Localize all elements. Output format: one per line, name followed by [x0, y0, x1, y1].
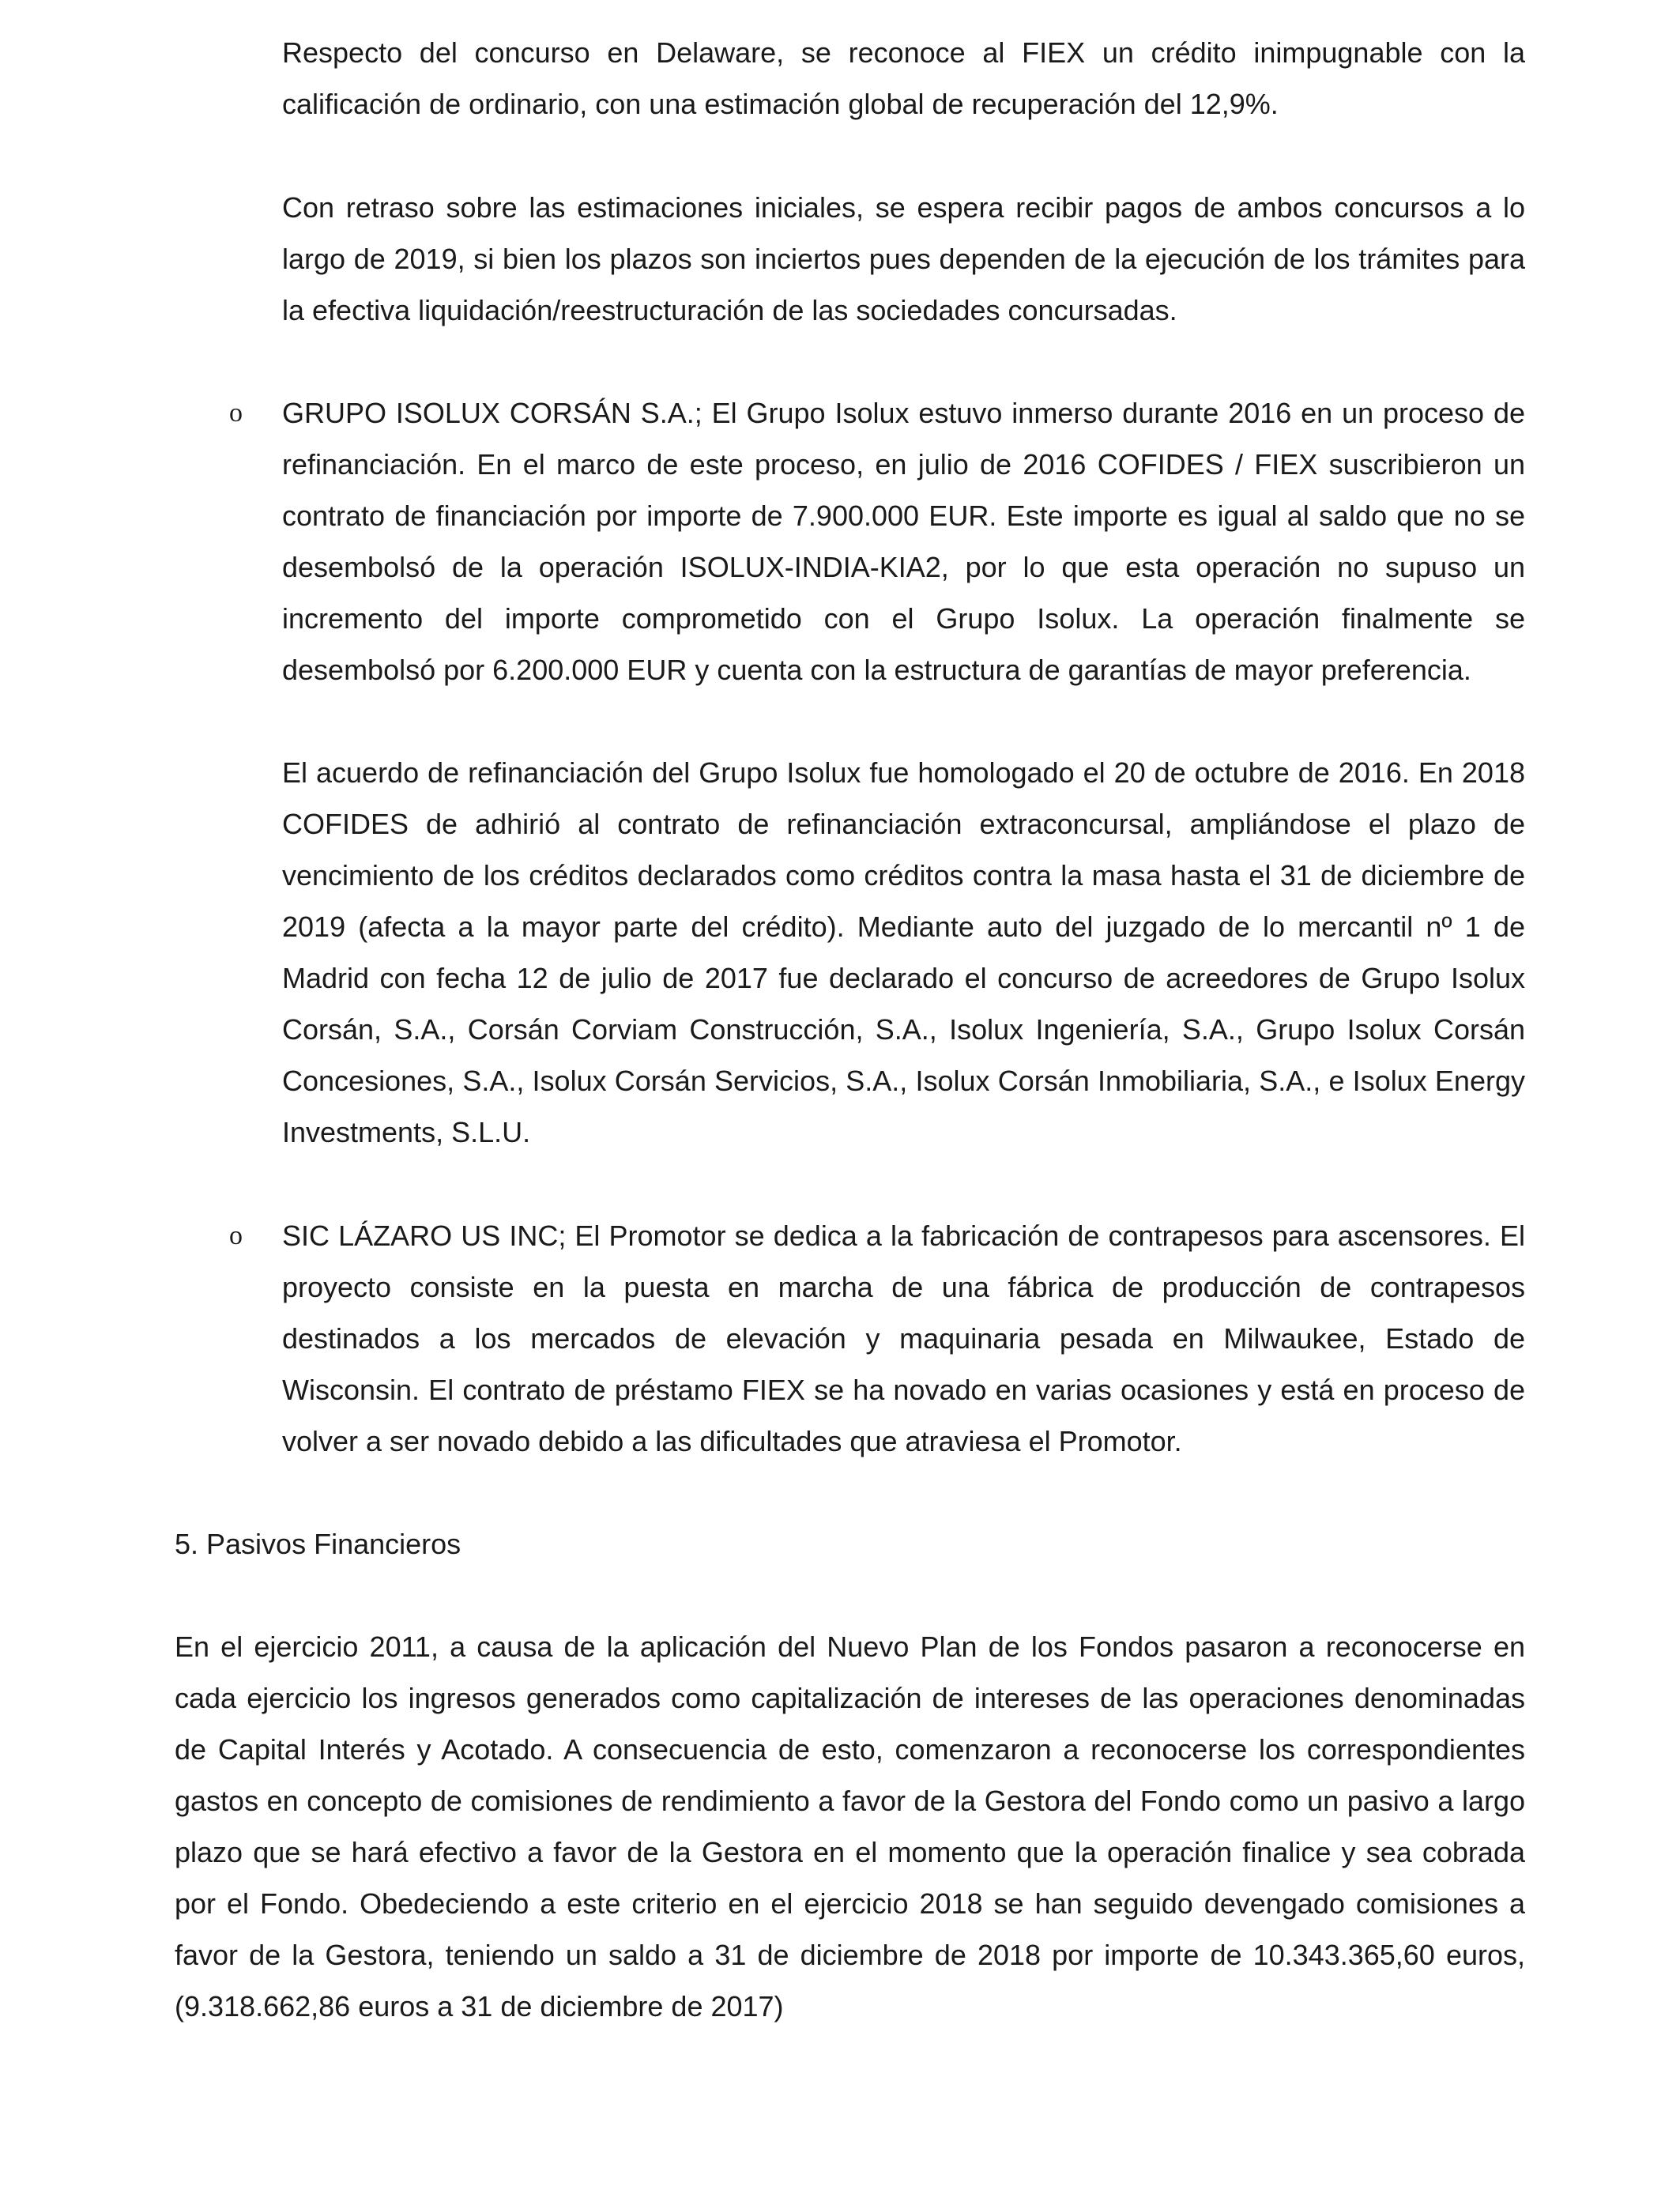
paragraph-payment-delay: Con retraso sobre las estimaciones iniciales, se espera recibir pagos de ambos concursos a lo largo de 2019, si bien los plazos son inciertos pues dependen de la ejecución de los trámites para la efectiva liquidación/reestructuración de las sociedades concursadas. [282, 191, 1525, 326]
section-heading-pasivos-financieros: 5. Pasivos Financieros [175, 1528, 461, 1560]
bullet-marker-lazaro: o [229, 1221, 243, 1250]
bullet-marker-isolux: o [229, 398, 243, 428]
paragraph-grupo-isolux: GRUPO ISOLUX CORSÁN S.A.; El Grupo Isolux estuvo inmerso durante 2016 en un proceso de refinanciación. En el marco de este proceso, en julio de 2016 COFIDES / FIEX suscribieron un contrato de financiación por importe de 7.900.000 EUR. Este importe es igual al saldo que no se desembolsó de la operación ISOLUX-INDIA-KIA2, por lo que esta operación no supuso un incremento del importe comprometido con el Grupo Isolux. La operación finalmente se desembolsó por 6.200.000 EUR y cuenta con la estructura de garantías de mayor preferencia. [282, 397, 1525, 686]
paragraph-delaware-recovery: Respecto del concurso en Delaware, se reconoce al FIEX un crédito inimpugnable con la calificación de ordinario, con una estimación global de recuperación del 12,9%. [282, 36, 1525, 120]
paragraph-refinancing-agreement: El acuerdo de refinanciación del Grupo Isolux fue homologado el 20 de octubre de 2016. En 2018 COFIDES de adhirió al contrato de refinanciación extraconcursal, ampliándose el plazo de vencimiento de los créditos declarados como créditos contra la masa hasta el 31 de diciembre de 2019 (afecta a la mayor parte del crédito). Mediante auto del juzgado de lo mercantil nº 1 de Madrid con fecha 12 de julio de 2017 fue declarado el concurso de acreedores de Grupo Isolux Corsán, S.A., Corsán Corviam Construcción, S.A., Isolux Ingeniería, S.A., Grupo Isolux Corsán Concesiones, S.A., Isolux Corsán Servicios, S.A., Isolux Corsán Inmobiliaria, S.A., e Isolux Energy Investments, S.L.U. [282, 756, 1525, 1148]
paragraph-financial-liabilities: En el ejercicio 2011, a causa de la aplicación del Nuevo Plan de los Fondos pasaron a reconocerse en cada ejercicio los ingresos generados como capitalización de intereses de las operaciones denominadas de Capital Interés y Acotado. A consecuencia de esto, comenzaron a reconocerse los correspondientes gastos en concepto de comisiones de rendimiento a favor de la Gestora del Fondo como un pasivo a largo plazo que se hará efectivo a favor de la Gestora en el momento que la operación finalice y sea cobrada por el Fondo. Obedeciendo a este criterio en el ejercicio 2018 se han seguido devengado comisiones a favor de la Gestora, teniendo un saldo a 31 de diciembre de 2018 por importe de 10.343.365,60 euros, (9.318.662,86 euros a 31 de diciembre de 2017) [175, 1630, 1525, 2022]
paragraph-sic-lazaro: SIC LÁZARO US INC; El Promotor se dedica a la fabricación de contrapesos para ascensores. El proyecto consiste en la puesta en marcha de una fábrica de producción de contrapesos destinados a los mercados de elevación y maquinaria pesada en Milwaukee, Estado de Wisconsin. El contrato de préstamo FIEX se ha novado en varias ocasiones y está en proceso de volver a ser novado debido a las dificultades que atraviesa el Promotor. [282, 1220, 1525, 1457]
